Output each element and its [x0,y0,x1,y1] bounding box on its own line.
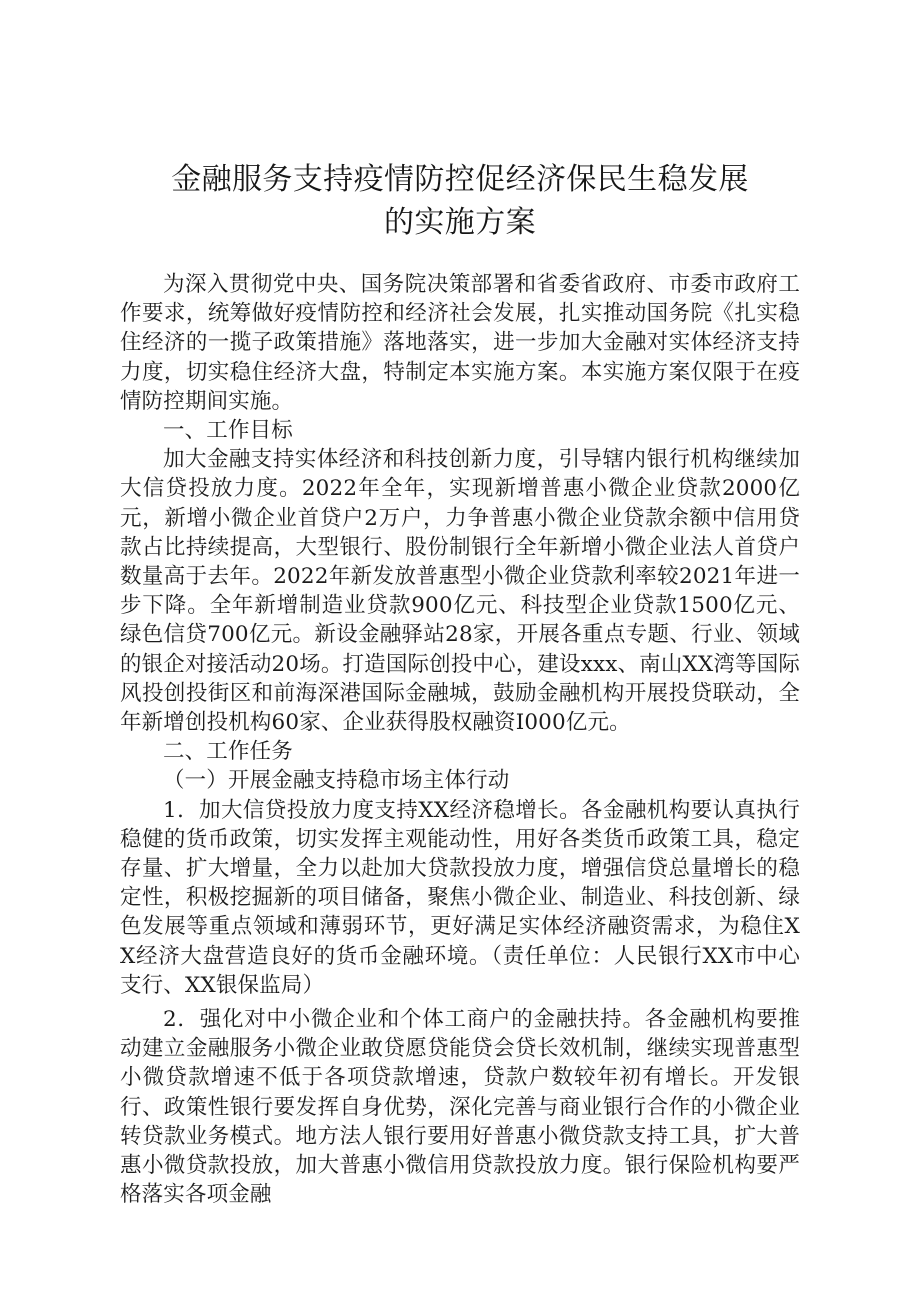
numbered-item-1: 1．加大信贷投放力度支持XX经济稳增长。各金融机构要认真执行稳健的货币政策，切实发挥主观能动性，用好各类货币政策工具，稳定存量、扩大增量，全力以赴加大贷款投放力度，增强信贷总量增长的稳定性，积极挖掘新的项目储备，聚焦小微企业、制造业、科技创新、绿色发展等重点领域和薄弱环节，更好满足实体经济融资需求，为稳住XX经济大盘营造良好的货币金融环境。（责任单位：人民银行XX市中心支行、XX银保监局） [120,797,800,998]
page-title-line-1: 金融服务支持疫情防控促经济保民生稳发展 [171,162,749,197]
subheading-market-entity-action: （一）开展金融支持稳市场主体行动 [163,768,510,794]
paragraph-preamble: 为深入贯彻党中央、国务院决策部署和省委省政府、市委市政府工作要求，统筹做好疫情防控和经济社会发展，扎实推动国务院《扎实稳住经济的一揽子政策措施》落地落实，进一步加大金融对实体经济支持力度，切实稳住经济大盘，特制定本实施方案。本实施方案仅限于在疫情防控期间实施。 [120,272,800,414]
numbered-item-2: 2．强化对中小微企业和个体工商户的金融扶持。各金融机构要推动建立金融服务小微企业敢贷愿贷能贷会贷长效机制，继续实现普惠型小微贷款增速不低于各项贷款增速，贷款户数较年初有增长。开发银行、政策性银行要发挥自身优势，深化完善与商业银行合作的小微企业转贷款业务模式。地方法人银行要用好普惠小微贷款支持工具，扩大普惠小微贷款投放，加大普惠小微信用贷款投放力度。银行保险机构要严格落实各项金融 [120,1007,800,1208]
page-title-line-2: 的实施方案 [384,205,536,240]
heading-work-goals: 一、工作目标 [163,418,293,444]
paragraph-work-goals: 加大金融支持实体经济和科技创新力度，引导辖内银行机构继续加大信贷投放力度。2022年全年，实现新增普惠小微企业贷款2000亿元，新增小微企业首贷户2万户，力争普惠小微企业贷款余额中信用贷款占比持续提高，大型银行、股份制银行全年新增小微企业法人首贷户数量高于去年。2022年新发放普惠型小微企业贷款利率较2021年进一步下降。全年新增制造业贷款900亿元、科技型企业贷款1500亿元、绿色信贷700亿元。新设金融驿站28家，开展各重点专题、行业、领域的银企对接活动20场。打造国际创投中心，建设xxx、南山XX湾等国际风投创投街区和前海深港国际金融城，鼓励金融机构开展投贷联动，全年新增创投机构60家、企业获得股权融资I000亿元。 [120,447,800,736]
document-body [120,270,800,1210]
heading-work-tasks: 二、工作任务 [163,739,293,765]
page-title [120,158,800,244]
document-title-block [120,158,800,244]
